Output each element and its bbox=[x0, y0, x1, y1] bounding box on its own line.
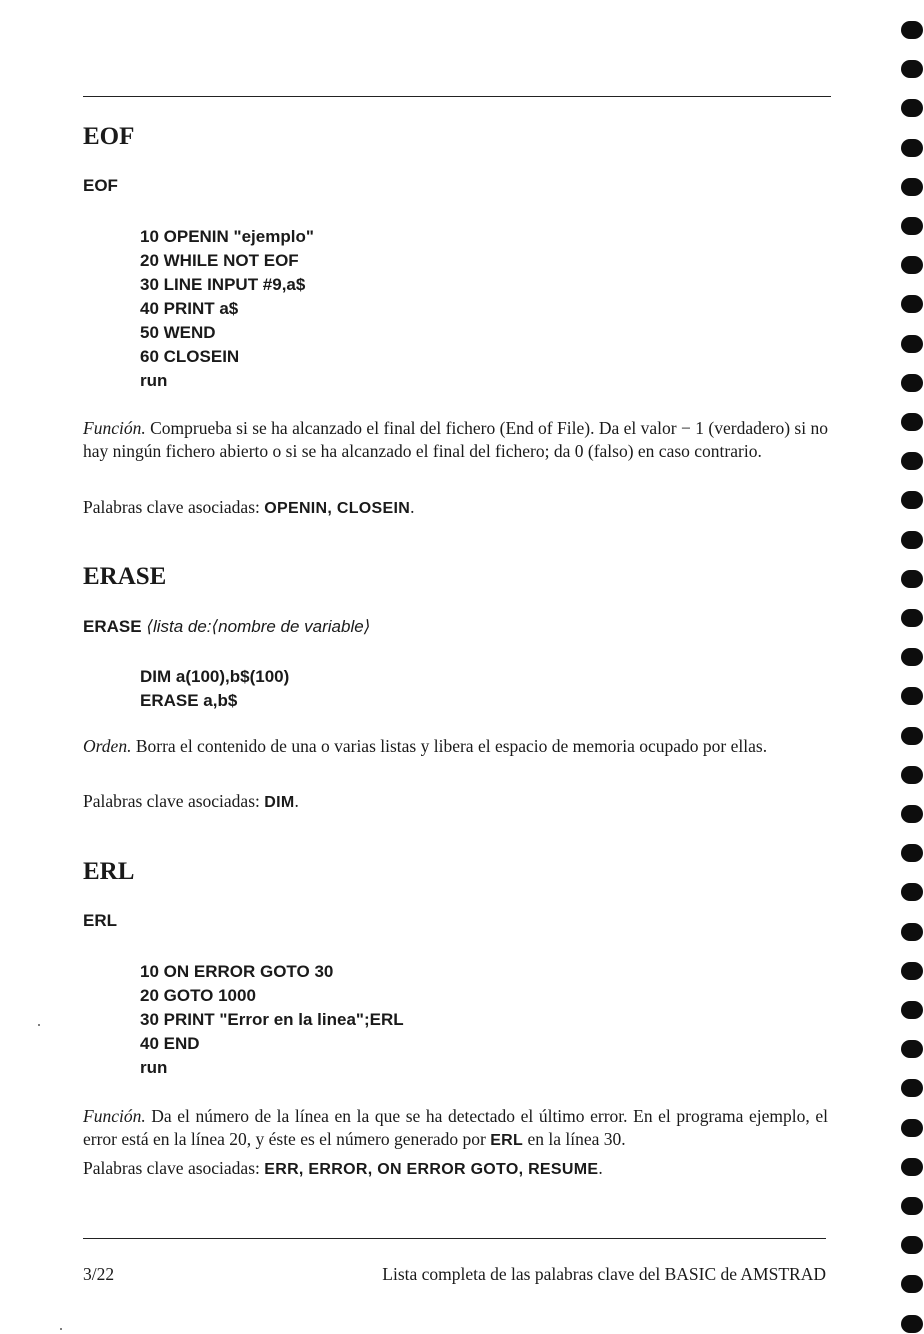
binder-hole bbox=[901, 1079, 923, 1097]
code-line: ERASE a,b$ bbox=[140, 691, 238, 710]
syntax-args: ⟨lista de:⟨nombre de variable⟩ bbox=[146, 617, 371, 636]
binder-hole bbox=[901, 217, 923, 235]
binder-hole bbox=[901, 531, 923, 549]
description-erl bbox=[83, 1105, 828, 1152]
binder-hole bbox=[901, 1040, 923, 1058]
desc-type: Función. bbox=[83, 418, 146, 438]
section-heading-erl: ERL bbox=[83, 858, 135, 885]
syntax-erl bbox=[83, 911, 117, 931]
binder-hole bbox=[901, 923, 923, 941]
syntax-keyword: ERASE bbox=[83, 617, 142, 636]
binder-hole bbox=[901, 1158, 923, 1176]
binder-hole bbox=[901, 413, 923, 431]
bottom-rule bbox=[83, 1238, 826, 1239]
syntax-keyword: ERL bbox=[83, 911, 117, 930]
desc-keyword: ERL bbox=[490, 1132, 524, 1149]
section-heading-erase: ERASE bbox=[83, 563, 167, 590]
assoc-end: . bbox=[410, 497, 415, 517]
binder-hole bbox=[901, 99, 923, 117]
assoc-end: . bbox=[294, 791, 299, 811]
top-rule bbox=[83, 96, 831, 97]
code-line: 10 ON ERROR GOTO 30 bbox=[140, 962, 334, 981]
description-eof bbox=[83, 417, 828, 463]
binder-hole bbox=[901, 570, 923, 588]
assoc-keywords-erase bbox=[83, 790, 828, 814]
code-line: 10 OPENIN "ejemplo" bbox=[140, 227, 314, 246]
code-block-erl bbox=[140, 960, 404, 1080]
page-number: 3/22 bbox=[83, 1264, 115, 1284]
binder-hole bbox=[901, 883, 923, 901]
binder-hole bbox=[901, 1001, 923, 1019]
binder-hole bbox=[901, 178, 923, 196]
assoc-end: . bbox=[598, 1158, 603, 1178]
binder-hole bbox=[901, 687, 923, 705]
assoc-keywords-eof bbox=[83, 496, 828, 520]
assoc-keywords: OPENIN, CLOSEIN bbox=[264, 500, 411, 517]
binder-hole bbox=[901, 335, 923, 353]
code-line: 20 WHILE NOT EOF bbox=[140, 251, 299, 270]
syntax-keyword: EOF bbox=[83, 176, 118, 195]
binder-hole bbox=[901, 844, 923, 862]
syntax-eof bbox=[83, 176, 118, 196]
binder-hole bbox=[901, 295, 923, 313]
section-heading-eof: EOF bbox=[83, 123, 135, 150]
assoc-label: Palabras clave asociadas: bbox=[83, 497, 265, 517]
binder-hole bbox=[901, 452, 923, 470]
desc-text: Da el número de la línea en la que se ha detectado el último error. En el programa ejemplo, el error está en la línea 20, y éste es el número generado por bbox=[83, 1106, 828, 1149]
code-line: run bbox=[140, 1058, 168, 1077]
code-block-eof bbox=[140, 225, 314, 393]
code-line: 40 END bbox=[140, 1034, 200, 1053]
binder-hole bbox=[901, 727, 923, 745]
assoc-label: Palabras clave asociadas: bbox=[83, 791, 265, 811]
binder-hole bbox=[901, 256, 923, 274]
binder-hole bbox=[901, 374, 923, 392]
binder-hole bbox=[901, 648, 923, 666]
binder-holes bbox=[895, 0, 924, 1334]
paper-speck bbox=[38, 1024, 40, 1026]
chapter-title: Lista completa de las palabras clave del BASIC de AMSTRAD bbox=[382, 1264, 826, 1284]
code-line: 50 WEND bbox=[140, 323, 216, 342]
binder-hole bbox=[901, 491, 923, 509]
binder-hole bbox=[901, 609, 923, 627]
code-line: 40 PRINT a$ bbox=[140, 299, 239, 318]
code-line: run bbox=[140, 371, 168, 390]
binder-hole bbox=[901, 60, 923, 78]
code-line: 30 LINE INPUT #9,a$ bbox=[140, 275, 306, 294]
desc-text: en la línea 30. bbox=[523, 1129, 626, 1149]
assoc-label: Palabras clave asociadas: bbox=[83, 1158, 265, 1178]
syntax-erase bbox=[83, 617, 370, 637]
desc-type: Función. bbox=[83, 1106, 146, 1126]
code-line: DIM a(100),b$(100) bbox=[140, 667, 290, 686]
binder-hole bbox=[901, 1275, 923, 1293]
desc-text: Borra el contenido de una o varias listas y libera el espacio de memoria ocupado por ellas. bbox=[131, 736, 768, 756]
code-block-erase bbox=[140, 665, 289, 713]
desc-type: Orden. bbox=[83, 736, 132, 756]
binder-hole bbox=[901, 139, 923, 157]
binder-hole bbox=[901, 1236, 923, 1254]
binder-hole bbox=[901, 21, 923, 39]
binder-hole bbox=[901, 1315, 923, 1333]
desc-text: Comprueba si se ha alcanzado el final del fichero (End of File). Da el valor − 1 (verdadero) si no hay ningún fichero abierto o si se ha alcanzado el final del fichero; da 0 (falso) en caso contrario. bbox=[83, 418, 828, 461]
binder-hole bbox=[901, 766, 923, 784]
paper-speck bbox=[60, 1328, 62, 1330]
code-line: 30 PRINT "Error en la linea";ERL bbox=[140, 1010, 404, 1029]
binder-hole bbox=[901, 1119, 923, 1137]
assoc-keywords-erl bbox=[83, 1157, 828, 1181]
code-line: 20 GOTO 1000 bbox=[140, 986, 256, 1005]
code-line: 60 CLOSEIN bbox=[140, 347, 240, 366]
assoc-keywords: ERR, ERROR, ON ERROR GOTO, RESUME bbox=[264, 1161, 599, 1178]
description-erase bbox=[83, 735, 828, 758]
assoc-keywords: DIM bbox=[264, 794, 295, 811]
binder-hole bbox=[901, 805, 923, 823]
binder-hole bbox=[901, 1197, 923, 1215]
binder-hole bbox=[901, 962, 923, 980]
